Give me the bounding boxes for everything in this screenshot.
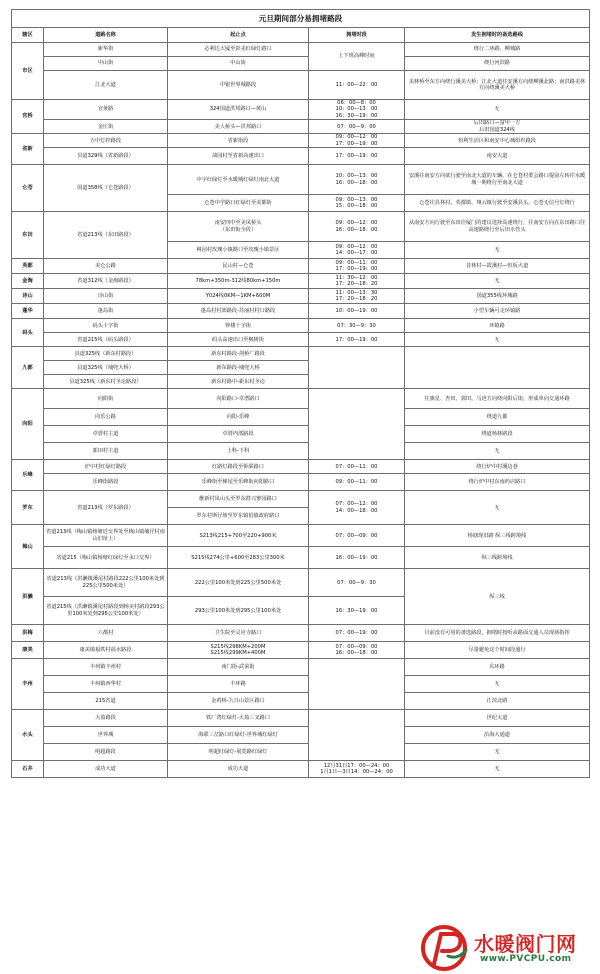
road-cell: 成功大道	[44, 761, 168, 778]
district-cell: 向阳	[12, 389, 44, 460]
district-cell: 省新	[12, 134, 44, 165]
points-cell: 海联三岔路口红绿灯-世界城红绿灯	[168, 727, 309, 744]
alternative-cell: 仑苍往县林村、英都镇、翔云镇行驶至安溪县头，仑苍无信号灯绕行	[405, 195, 590, 212]
time-cell: 07：00—12：00 14：00—18：00	[309, 491, 405, 525]
road-cell: 县道325线（新东村路段）	[44, 347, 168, 361]
alternative-cell: 国道355线环城路	[405, 289, 590, 304]
alternative-cell: 小型车辆可走环镇路	[405, 304, 590, 319]
table-row	[12, 761, 590, 778]
road-cell: 省道215（梅山镇杨塘红绿灯至永口交界）	[44, 547, 168, 569]
table-row	[12, 676, 590, 693]
road-cell: 向阳街	[44, 389, 168, 409]
time-cell: 16：30—19：00	[309, 597, 405, 625]
points-cell: 民山村—仑苍	[168, 259, 309, 274]
points-cell: 卫生院至灵应寺路口	[168, 625, 309, 642]
points-cell: 美人桥头—洪邦路口	[168, 120, 309, 134]
alternative-cell: 绕道杨林路段	[405, 426, 590, 443]
time-cell: 09：00—11：00	[309, 474, 405, 491]
time-cell: 上下班高峰时间	[309, 43, 405, 71]
congestion-table-sheet	[11, 9, 589, 778]
header-points: 起止点	[168, 28, 309, 43]
table-row	[12, 274, 590, 289]
alternative-cell: 无	[405, 491, 590, 525]
table-row	[12, 71, 590, 100]
alternative-cell: 无	[405, 100, 590, 120]
road-cell: 卓厝村主道	[44, 426, 168, 443]
road-cell: 县道329线（省新路段）	[44, 148, 168, 165]
alternative-cell: 无	[405, 761, 590, 778]
points-cell: 成功大道	[168, 761, 309, 778]
table-row	[12, 289, 590, 304]
points-cell: 红路灯路段至侨联路口	[168, 460, 309, 474]
table-row	[12, 744, 590, 761]
road-cell: 省道213线（梅山镇杨塘近交界处至梅山镇埔仔村南山旧址上）	[44, 525, 168, 547]
table-row	[12, 347, 590, 361]
district-cell: 诗山	[12, 289, 44, 304]
alternative-cell: 安溪往南安方向欲行驶至南北大道的车辆，在仑苍村委会路口提前左转往水暖城一期绕行至南北大道	[405, 165, 590, 195]
time-cell: 07：00—19：00	[309, 625, 405, 642]
district-cell: 码头	[12, 319, 44, 347]
points-cell: S215线274公里+600至283公里300米	[168, 547, 309, 569]
road-cell: 康美镇福铁村福水路段	[44, 642, 168, 659]
road-cell: 诗山街	[44, 289, 168, 304]
road-cell: 六都村	[44, 625, 168, 642]
points-cell: S215线298KM+200M S215线299KM+400M	[168, 642, 309, 659]
district-cell: 石井	[12, 761, 44, 778]
points-cell: 向阳-乐峰	[168, 409, 309, 426]
points-cell: 丰环路	[168, 676, 309, 693]
points-cell: 罗东村斯仔坡至罗东镇伯镇政府路口	[168, 508, 309, 525]
points-cell: 293公里100米处到295公里100米处	[168, 597, 309, 625]
table-row	[12, 389, 590, 409]
time-cell: 09：00—12：00 17：00—19：00	[309, 134, 405, 148]
time-cell: 09：00—12：00 16：00—18：00	[309, 212, 405, 242]
road-cell: 码头十字街	[44, 319, 168, 333]
time-cell: 10：00—13：00 16：00—18：00	[309, 165, 405, 195]
table-row	[12, 474, 590, 491]
table-row	[12, 525, 590, 547]
table-row	[12, 120, 590, 134]
points-cell: 必利达大厦至彭美红绿灯路口	[168, 43, 309, 57]
alternative-cell: 东环路	[405, 659, 590, 676]
points-cell: 新东村路中-新东村圣论	[168, 375, 309, 389]
district-cell: 梅山	[12, 525, 44, 569]
table-row	[12, 625, 590, 642]
time-cell	[309, 347, 405, 389]
alternative-cell: 无	[405, 274, 590, 289]
district-cell: 丰州	[12, 659, 44, 710]
points-cell: 南门街-武荣街	[168, 659, 309, 676]
points-cell: 维新村凤山头至罗东群兴寥园路口	[168, 491, 309, 508]
alternative-cell: 无	[405, 676, 590, 693]
table-row	[12, 304, 590, 319]
district-cell: 康美	[12, 642, 44, 659]
road-cell: 省道312线（金淘路段）	[44, 274, 168, 289]
points-cell: 78km+350m-312线80km+150m	[168, 274, 309, 289]
alternative-cell: 无	[405, 242, 590, 259]
table-row	[12, 727, 590, 744]
alternative-cell: 纵三线	[405, 569, 590, 625]
district-cell: 金淘	[12, 274, 44, 289]
alternative-cell: 杨塘现旧路 纵三线跨境线	[405, 525, 590, 547]
road-cell: 215省道	[44, 693, 168, 710]
road-cell: 省道213线（罗东路段）	[44, 491, 168, 525]
alternative-cell: 绕行河滨路	[405, 57, 590, 71]
points-cell: Y024线0KM—1KM+600M	[168, 289, 309, 304]
points-cell: 金鸡桥-九日山景区路口	[168, 693, 309, 710]
district-cell: 水头	[12, 710, 44, 761]
points-cell: 钟楼十字街	[168, 319, 309, 333]
road-cell: 丰州镇西华村	[44, 676, 168, 693]
district-cell: 九都	[12, 347, 44, 389]
time-cell: 17：00—19：00	[309, 333, 405, 347]
alternative-cell: 江滨北路	[405, 693, 590, 710]
watermark-title: 水暖阀门网	[474, 932, 577, 956]
time-cell	[309, 389, 405, 460]
alternative-cell: 往旗星、杏田、郭田、马迹方向绕向阳后街，形成单向交通环路	[405, 389, 590, 409]
time-cell: 06：00—8：00 10：00—13：00 16：30—19：00	[309, 100, 405, 120]
points-cell: 中山街	[168, 57, 309, 71]
district-cell: 仑苍	[12, 165, 44, 212]
alternative-cell: 绕行炉中村东南药店路口	[405, 474, 590, 491]
district-cell: 东田	[12, 212, 44, 259]
points-cell: 省新街段	[168, 134, 309, 148]
alternative-cell: 从南安方向行驶至东田往厦门的建议选择高速绕行，往南安方向在东田路口往高速路绕行至后田水管头	[405, 212, 590, 242]
time-cell: 07：00—11：00	[309, 460, 405, 474]
table-row	[12, 460, 590, 474]
alternative-cell: 绕行炉中村溪边巷	[405, 460, 590, 474]
district-cell: 洪梅	[12, 625, 44, 642]
congestion-table	[11, 9, 590, 778]
table-row	[12, 569, 590, 597]
road-cell: 明超路段	[44, 744, 168, 761]
table-row	[12, 547, 590, 569]
points-cell: 乐峰街至梯尾至乐峰街向阳路口	[168, 474, 309, 491]
points-cell: 新东村路段-剑桥厂路段	[168, 347, 309, 361]
alternative-cell: 沿海大通道	[405, 727, 590, 744]
watermark-url: www.PVCPU.com	[480, 954, 572, 964]
table-row	[12, 100, 590, 120]
table-row	[12, 165, 590, 195]
road-cell: 省道215线（洪濑镇溪尾村路段到杨美村路段293公里100米处到295公里100米处）	[44, 597, 168, 625]
points-cell: 中宇红绿灯至水暖城红绿灯南北大道	[168, 165, 309, 195]
alternative-cell: 无	[405, 333, 590, 347]
table-row	[12, 333, 590, 347]
time-cell: 07：30—9：30	[309, 319, 405, 333]
time-cell: 11：00—22：00	[309, 71, 405, 100]
road-cell: 向乐公路	[44, 409, 168, 426]
table-row	[12, 43, 590, 57]
alternative-cell	[405, 347, 590, 389]
points-cell: 中银世界城路段	[168, 71, 309, 100]
district-cell: 官桥	[12, 100, 44, 134]
table-row	[12, 134, 590, 148]
points-cell: 码头高速出口至枫树街	[168, 333, 309, 347]
time-cell: 17：00—19：00	[309, 148, 405, 165]
road-cell: 省道213线（东田路段）	[44, 212, 168, 259]
table-row	[12, 710, 590, 727]
road-cell: 省道213线（洪濑镇溪尾村路段222公里100米处到225公里500米处）	[44, 569, 168, 597]
time-cell: 07：00—9：00	[309, 120, 405, 134]
header-district: 辖区	[12, 28, 44, 43]
road-cell: 新华街	[44, 43, 168, 57]
points-cell: 卓厝内部路段	[168, 426, 309, 443]
time-cell: 11：30—12：00 17：20—18：20	[309, 274, 405, 289]
points-cell: S213线215+700至220+900米	[168, 525, 309, 547]
alternative-cell: 无	[405, 744, 590, 761]
alternative-cell: 世纪大道	[405, 710, 590, 727]
road-cell: 郭田村主道	[44, 443, 168, 460]
table-row	[12, 319, 590, 333]
alternative-cell: 美林桥至东方向绕行溪美大桥；江北大道往安溪方向绕柳溪北路；南洪路美林方向绕溪美大桥	[405, 71, 590, 100]
road-cell: 金庄街	[44, 120, 168, 134]
table-row	[12, 642, 590, 659]
points-cell: 明超红绿灯-展览路红绿灯	[168, 744, 309, 761]
points-cell: 仑苍中学路口红绿灯至美都街	[168, 195, 309, 212]
road-cell: 中山街	[44, 57, 168, 71]
alternative-cell: 后田路口—富甲一方 后田国道324线	[405, 120, 590, 134]
road-cell: 江北大道	[44, 71, 168, 100]
district-cell: 洪濑	[12, 569, 44, 625]
table-row	[12, 259, 590, 274]
alternative-cell: 尽量避免这个时间段通行	[405, 642, 590, 659]
alternative-cell: 南安大道	[405, 148, 590, 165]
header-alternative: 发生拥堵时的备选路线	[405, 28, 590, 43]
time-cell: 07：00—09：00	[309, 525, 405, 547]
table-row	[12, 443, 590, 460]
table-row	[12, 693, 590, 710]
road-cell: 官黄路	[44, 100, 168, 120]
table-title: 元旦期间部分易拥堵路段	[12, 10, 590, 28]
table-header-row	[12, 28, 590, 43]
table-row	[12, 491, 590, 508]
table-row	[12, 409, 590, 426]
table-row	[12, 659, 590, 676]
district-cell: 乐峰	[12, 460, 44, 491]
alternative-cell: 恒利生活区和南安中心城组织路段	[405, 134, 590, 148]
district-cell: 英都	[12, 259, 44, 274]
alternative-cell: 昔林村—霞溪村—恒坂大道	[405, 259, 590, 274]
alternative-cell: 目前没有可用的备选路段，拥堵时按听从路面交通人员现场指挥	[405, 625, 590, 642]
time-cell: 16：00—19：00	[309, 547, 405, 569]
district-cell: 蓬华	[12, 304, 44, 319]
time-cell: 07：00—9：30	[309, 569, 405, 597]
alternative-cell: 绕道九都	[405, 409, 590, 426]
alternative-cell: 环镇路	[405, 319, 590, 333]
time-cell: 10：00—19：00	[309, 304, 405, 319]
road-cell: 县道325线（新东村圣论路段）	[44, 375, 168, 389]
points-cell: 向阳路口-卓厝路口	[168, 389, 309, 409]
time-cell: 12月31日17：00—24：00 1月1日—3日14：00—24：00	[309, 761, 405, 778]
points-cell: 新东路段-埔兜大桥	[168, 361, 309, 375]
road-cell: 蓬岛街	[44, 304, 168, 319]
points-cell: 铁厂湾红绿灯-大盈三叉路口	[168, 710, 309, 727]
road-cell: 大盈路段	[44, 710, 168, 727]
district-cell: 罗东	[12, 491, 44, 525]
time-cell: 07：00—09：00 16：00—18：00	[309, 642, 405, 659]
points-cell: 上科-下科	[168, 443, 309, 460]
road-cell: 世界城	[44, 727, 168, 744]
alternative-cell: 无	[405, 443, 590, 460]
time-cell	[309, 659, 405, 710]
points-cell: 南安四中至美凤桥头 （东田街全段）	[168, 212, 309, 242]
header-road: 道路名称	[44, 28, 168, 43]
table-row	[12, 148, 590, 165]
header-time: 拥堵时段	[309, 28, 405, 43]
points-cell: 桃园村玫瑰小镇路口至玫瑰小镇景区	[168, 242, 309, 259]
road-cell: 丰州镇丰州村	[44, 659, 168, 676]
road-cell: 乐峰街路段	[44, 474, 168, 491]
time-cell	[309, 710, 405, 761]
alternative-cell: 纵三线跨境线	[405, 547, 590, 569]
road-cell: 省道215线（码头路段）	[44, 333, 168, 347]
time-cell: 11：00—13：30 17：20—18：20	[309, 289, 405, 304]
road-cell: 县道325线（埔兜大桥）	[44, 361, 168, 375]
points-cell: 222公里100米处到225公里500米处	[168, 569, 309, 597]
time-cell: 09：00—12：00 14：00—17：00	[309, 242, 405, 259]
time-cell: 09：00—11：00 17：00—19：00	[309, 259, 405, 274]
points-cell: 油园村至省新高速出口	[168, 148, 309, 165]
table-row	[12, 212, 590, 242]
points-cell: 蓬岛村村部路段-苏丽村村口路段	[168, 304, 309, 319]
points-cell: 324国道洪邦路口—黄山	[168, 100, 309, 120]
table-row	[12, 57, 590, 71]
road-cell: 炉中村红绿灯路段	[44, 460, 168, 474]
table-row	[12, 426, 590, 443]
road-cell: 国道358线（仑苍路段）	[44, 165, 168, 212]
time-cell: 09：00—13：00 15：00—18：00	[309, 195, 405, 212]
road-cell: 五中灯控路段	[44, 134, 168, 148]
alternative-cell: 绕行二环路、柳城路	[405, 43, 590, 57]
road-cell: 美仑公路	[44, 259, 168, 274]
district-cell: 市区	[12, 43, 44, 100]
